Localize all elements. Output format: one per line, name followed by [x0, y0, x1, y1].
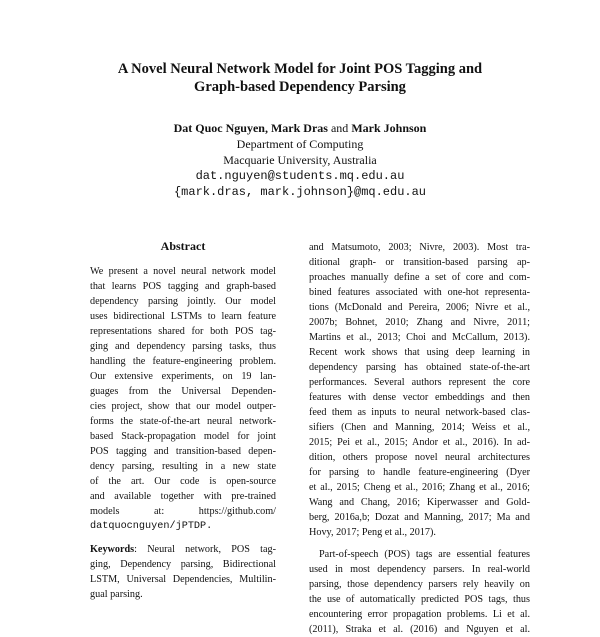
intro-line: the use of automatically predicted POS tags, thus	[309, 594, 530, 605]
abstract-line: that learns POS tagging and graph-based	[90, 281, 276, 292]
intro-line: Martins et al., 2013; Choi and McCallum, 2013).	[309, 332, 530, 343]
intro-line: 2007b; Bohnet, 2010; Zhang and Nivre, 2011;	[309, 317, 530, 328]
abstract-line: forms the state-of-the-art neural network-	[90, 416, 276, 427]
abstract-heading: Abstract	[160, 239, 206, 253]
abstract-line: POS tagging and transition-based depen-	[90, 446, 276, 457]
intro-line: parsing, those dependency parsers rely heavily on	[309, 579, 530, 590]
abstract-line: dependency parsing jointly. Our model	[90, 296, 276, 307]
intro-line: berg, 2016a,b; Dozat and Manning, 2017; Ma and	[309, 512, 530, 523]
intro-line: ditional graph- or transition-based parsing ap-	[309, 257, 530, 268]
abstract-line: based Stack-propagation model for joint	[90, 431, 276, 442]
intro-line: (2011), Straka et al. (2016) and Nguyen et al.	[309, 624, 530, 635]
intro-line: tions (McDonald and Pereira, 2006; Nivre et al.,	[309, 302, 530, 313]
intro-line: performances. Several authors represent the core	[309, 377, 530, 388]
keywords-line: gual parsing.	[90, 589, 143, 600]
intro-line: encountering error propagation problems. Li et al.	[309, 609, 530, 620]
abstract-line: uses bidirectional LSTMs to learn feature	[90, 311, 276, 322]
intro-line: feed them as inputs to neural network-based clas-	[309, 407, 530, 418]
abstract-line: and available together with pre-trained	[90, 491, 276, 502]
keywords-line: : Neural network, POS tag-	[134, 544, 276, 555]
intro-line: Recent work shows that using deep learning in	[309, 347, 530, 358]
intro-line: used in most dependency parsers. In real-world	[309, 564, 530, 575]
abstract-body	[90, 264, 276, 602]
keywords-label: Keywords	[90, 544, 135, 555]
abstract-line: Our extensive experiments, on 19 lan-	[90, 371, 276, 382]
intro-line: proaches manually define a set of core and com-	[309, 272, 530, 283]
title-line: A Novel Neural Network Model for Joint POS Tagging and	[117, 61, 483, 77]
abstract-line: representations shared for both POS tag-	[90, 326, 276, 337]
email-1: dat.nguyen@students.mq.edu.au	[195, 169, 405, 183]
abstract-line: of the art. Our code is open-source	[90, 476, 276, 487]
intro-line: sifiers (Chen and Manning, 2014; Weiss et al.,	[309, 422, 530, 433]
intro-body	[309, 240, 530, 637]
intro-line: Hovy, 2017; Peng et al., 2017).	[309, 527, 436, 538]
affiliation-dept: Department of Computing	[236, 137, 364, 151]
abstract-line: dency parsing, resulting in a new state	[90, 461, 276, 472]
keywords	[90, 542, 276, 602]
author-1: Dat Quoc Nguyen,	[173, 121, 268, 135]
intro-line: et al., 2015; Cheng et al., 2016; Zhang et al., 2016;	[309, 482, 530, 493]
abstract-line: guages from the Universal Dependen-	[90, 386, 276, 397]
author-2: Mark Dras	[270, 121, 328, 135]
keywords-line: ging, Dependency parsing, Bidirectional	[90, 559, 276, 570]
paper-title	[60, 60, 540, 96]
abstract-line: handling the feature-engineering problem.	[90, 356, 276, 367]
email-2: {mark.dras, mark.johnson}@mq.edu.au	[173, 185, 427, 199]
abstract-line: cies project, show that our model outper-	[90, 401, 276, 412]
author-block	[100, 120, 500, 200]
intro-line: Part-of-speech (POS) tags are essential features	[319, 549, 530, 560]
intro-line: and Matsumoto, 2003; Nivre, 2003). Most tra-	[309, 242, 530, 253]
author-names	[100, 120, 500, 136]
intro-line: bined features associated with one-hot representa-	[309, 287, 530, 298]
code-link[interactable]: datquocnguyen/jPTDP.	[90, 521, 213, 532]
affiliation-univ: Macquarie University, Australia	[223, 153, 377, 167]
title-line: Graph-based Dependency Parsing	[194, 79, 406, 95]
abstract-line: We present a novel neural network model	[90, 266, 276, 277]
intro-line: dependency parsing has obtained state-of-the-art	[309, 362, 530, 373]
abstract-line: ging and dependency parsing tasks, thus	[90, 341, 276, 352]
author-conjunction: and	[330, 121, 349, 135]
intro-line: dition, others propose novel neural architectures	[309, 452, 530, 463]
intro-line: features with dense vector embeddings and then	[309, 392, 530, 403]
author-3: Mark Johnson	[351, 121, 427, 135]
intro-line: for parsing to handle feature-engineering (Dyer	[309, 467, 530, 478]
intro-line: Wang and Chang, 2016; Kiperwasser and Gold-	[309, 497, 530, 508]
keywords-line: LSTM, Universal Dependencies, Multilin-	[90, 574, 276, 585]
intro-line: 2015; Pei et al., 2015; Andor et al., 2016). In ad-	[309, 437, 530, 448]
abstract-line: models at: https://github.com/	[90, 506, 276, 517]
